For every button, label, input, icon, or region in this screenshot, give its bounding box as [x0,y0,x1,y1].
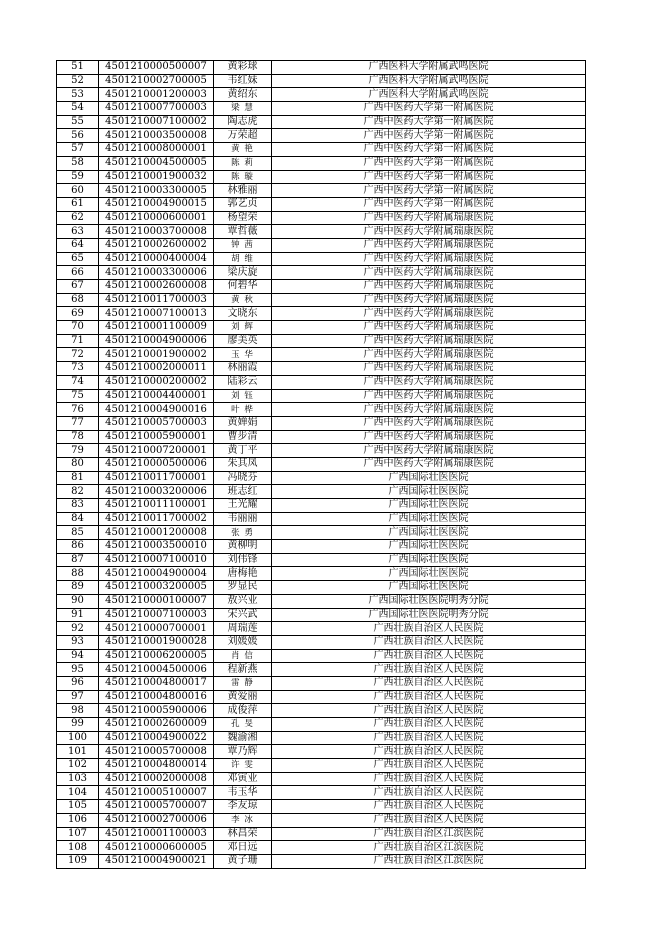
roster-table [56,60,586,869]
person-name-cell: 玉 华 [214,348,272,362]
row-number-cell: 92 [57,622,99,636]
person-name-cell: 成俊萍 [214,704,272,718]
row-number-cell: 86 [57,540,99,554]
table-row [57,88,586,102]
hospital-name-cell: 广西国际壮医医院 [272,553,586,567]
person-name-cell: 陶志虎 [214,115,272,129]
hospital-name-cell: 广西中医药大学附属瑞康医院 [272,444,586,458]
certificate-id-cell: 4501210000600005 [99,841,214,855]
certificate-id-cell: 4501210011700001 [99,471,214,485]
table-row [57,143,586,157]
hospital-name-cell: 广西壮族自治区人民医院 [272,690,586,704]
certificate-id-cell: 4501210003500010 [99,540,214,554]
certificate-id-cell: 4501210001100003 [99,827,214,841]
hospital-name-cell: 广西中医药大学第一附属医院 [272,184,586,198]
table-row [57,512,586,526]
person-name-cell: 黄 艳 [214,143,272,157]
table-row [57,813,586,827]
table-row [57,416,586,430]
certificate-id-cell: 4501210002600008 [99,280,214,294]
table-row [57,197,586,211]
hospital-name-cell: 广西中医药大学附属瑞康医院 [272,211,586,225]
certificate-id-cell: 4501210004900022 [99,731,214,745]
table-row [57,649,586,663]
certificate-id-cell: 4501210003200005 [99,581,214,595]
person-name-cell: 文晓东 [214,307,272,321]
table-row [57,403,586,417]
hospital-name-cell: 广西中医药大学附属瑞康医院 [272,457,586,471]
table-row [57,74,586,88]
person-name-cell: 王光耀 [214,499,272,513]
hospital-name-cell: 广西中医药大学附属瑞康医院 [272,416,586,430]
table-row [57,430,586,444]
certificate-id-cell: 4501210003200006 [99,485,214,499]
person-name-cell: 曹步清 [214,430,272,444]
hospital-name-cell: 广西国际壮医医院 [272,485,586,499]
person-name-cell: 何碧华 [214,280,272,294]
row-number-cell: 73 [57,362,99,376]
row-number-cell: 89 [57,581,99,595]
certificate-id-cell: 4501210004500005 [99,156,214,170]
row-number-cell: 66 [57,266,99,280]
table-row [57,608,586,622]
row-number-cell: 83 [57,499,99,513]
hospital-name-cell: 广西中医药大学附属瑞康医院 [272,252,586,266]
table-row [57,540,586,554]
hospital-name-cell: 广西壮族自治区人民医院 [272,718,586,732]
hospital-name-cell: 广西中医药大学附属瑞康医院 [272,321,586,335]
certificate-id-cell: 4501210000500006 [99,457,214,471]
row-number-cell: 90 [57,594,99,608]
table-row [57,362,586,376]
certificate-id-cell: 4501210001900002 [99,348,214,362]
hospital-name-cell: 广西中医药大学附属瑞康医院 [272,403,586,417]
row-number-cell: 77 [57,416,99,430]
table-row [57,115,586,129]
table-row [57,321,586,335]
certificate-id-cell: 4501210004800014 [99,759,214,773]
hospital-name-cell: 广西壮族自治区人民医院 [272,676,586,690]
roster-rows [57,61,586,869]
person-name-cell: 孔 旻 [214,718,272,732]
hospital-name-cell: 广西中医药大学第一附属医院 [272,129,586,143]
row-number-cell: 53 [57,88,99,102]
table-row [57,129,586,143]
hospital-name-cell: 广西中医药大学附属瑞康医院 [272,225,586,239]
hospital-name-cell: 广西壮族自治区人民医院 [272,813,586,827]
hospital-name-cell: 广西国际壮医医院明秀分院 [272,594,586,608]
hospital-name-cell: 广西中医药大学附属瑞康医院 [272,362,586,376]
hospital-name-cell: 广西壮族自治区江滨医院 [272,827,586,841]
certificate-id-cell: 4501210002600002 [99,238,214,252]
person-name-cell: 林雅丽 [214,184,272,198]
certificate-id-cell: 4501210000400004 [99,252,214,266]
hospital-name-cell: 广西中医药大学附属瑞康医院 [272,280,586,294]
table-row [57,102,586,116]
table-row [57,526,586,540]
hospital-name-cell: 广西中医药大学附属瑞康医院 [272,348,586,362]
person-name-cell: 李 冰 [214,813,272,827]
hospital-name-cell: 广西中医药大学第一附属医院 [272,170,586,184]
row-number-cell: 51 [57,61,99,75]
hospital-name-cell: 广西国际壮医医院 [272,471,586,485]
person-name-cell: 黄子珊 [214,854,272,868]
table-row [57,444,586,458]
hospital-name-cell: 广西医科大学附属武鸣医院 [272,61,586,75]
person-name-cell: 郭艺贞 [214,197,272,211]
table-row [57,266,586,280]
person-name-cell: 韦丽丽 [214,512,272,526]
certificate-id-cell: 4501210001900032 [99,170,214,184]
hospital-name-cell: 广西中医药大学附属瑞康医院 [272,266,586,280]
person-name-cell: 刘 钰 [214,389,272,403]
row-number-cell: 70 [57,321,99,335]
person-name-cell: 黄 秋 [214,293,272,307]
person-name-cell: 黄绍东 [214,88,272,102]
certificate-id-cell: 4501210001100009 [99,321,214,335]
certificate-id-cell: 4501210005700007 [99,800,214,814]
hospital-name-cell: 广西中医药大学第一附属医院 [272,102,586,116]
table-row [57,211,586,225]
table-row [57,594,586,608]
certificate-id-cell: 4501210002600009 [99,718,214,732]
person-name-cell: 刘伟锋 [214,553,272,567]
row-number-cell: 57 [57,143,99,157]
table-row [57,471,586,485]
table-row [57,676,586,690]
row-number-cell: 71 [57,334,99,348]
row-number-cell: 102 [57,759,99,773]
person-name-cell: 韦红妹 [214,74,272,88]
hospital-name-cell: 广西壮族自治区人民医院 [272,649,586,663]
person-name-cell: 雷 静 [214,676,272,690]
hospital-name-cell: 广西国际壮医医院明秀分院 [272,608,586,622]
row-number-cell: 103 [57,772,99,786]
table-row [57,800,586,814]
hospital-name-cell: 广西国际壮医医院 [272,567,586,581]
table-row [57,635,586,649]
certificate-id-cell: 4501210000600001 [99,211,214,225]
table-row [57,622,586,636]
table-row [57,156,586,170]
certificate-id-cell: 4501210011100001 [99,499,214,513]
table-row [57,485,586,499]
hospital-name-cell: 广西中医药大学第一附属医院 [272,156,586,170]
table-row [57,854,586,868]
person-name-cell: 黄婵娟 [214,416,272,430]
row-number-cell: 107 [57,827,99,841]
row-number-cell: 78 [57,430,99,444]
certificate-id-cell: 4501210003500008 [99,129,214,143]
certificate-id-cell: 4501210001900028 [99,635,214,649]
row-number-cell: 108 [57,841,99,855]
person-name-cell: 万荣超 [214,129,272,143]
row-number-cell: 88 [57,567,99,581]
certificate-id-cell: 4501210000200002 [99,375,214,389]
hospital-name-cell: 广西医科大学附属武鸣医院 [272,88,586,102]
person-name-cell: 邓寅业 [214,772,272,786]
row-number-cell: 96 [57,676,99,690]
row-number-cell: 68 [57,293,99,307]
hospital-name-cell: 广西国际壮医医院 [272,526,586,540]
certificate-id-cell: 4501210008000001 [99,143,214,157]
hospital-name-cell: 广西中医药大学附属瑞康医院 [272,293,586,307]
row-number-cell: 80 [57,457,99,471]
row-number-cell: 95 [57,663,99,677]
hospital-name-cell: 广西壮族自治区江滨医院 [272,841,586,855]
person-name-cell: 廖美英 [214,334,272,348]
row-number-cell: 91 [57,608,99,622]
certificate-id-cell: 4501210004500006 [99,663,214,677]
table-row [57,61,586,75]
row-number-cell: 74 [57,375,99,389]
certificate-id-cell: 4501210004800017 [99,676,214,690]
table-row [57,759,586,773]
certificate-id-cell: 4501210006200005 [99,649,214,663]
row-number-cell: 87 [57,553,99,567]
hospital-name-cell: 广西壮族自治区人民医院 [272,635,586,649]
row-number-cell: 52 [57,74,99,88]
row-number-cell: 69 [57,307,99,321]
table-row [57,348,586,362]
person-name-cell: 刘 辉 [214,321,272,335]
table-row [57,457,586,471]
certificate-id-cell: 4501210005100007 [99,786,214,800]
table-row [57,553,586,567]
hospital-name-cell: 广西壮族自治区人民医院 [272,622,586,636]
person-name-cell: 黄柳明 [214,540,272,554]
certificate-id-cell: 4501210000700001 [99,622,214,636]
person-name-cell: 梁 慧 [214,102,272,116]
row-number-cell: 106 [57,813,99,827]
hospital-name-cell: 广西中医药大学附属瑞康医院 [272,389,586,403]
table-row [57,389,586,403]
hospital-name-cell: 广西中医药大学第一附属医院 [272,143,586,157]
person-name-cell: 黄彩球 [214,61,272,75]
certificate-id-cell: 4501210003300006 [99,266,214,280]
row-number-cell: 76 [57,403,99,417]
person-name-cell: 许 雯 [214,759,272,773]
table-row [57,841,586,855]
table-row [57,786,586,800]
person-name-cell: 肖 信 [214,649,272,663]
table-row [57,745,586,759]
row-number-cell: 54 [57,102,99,116]
certificate-id-cell: 4501210004900015 [99,197,214,211]
person-name-cell: 杨望荣 [214,211,272,225]
row-number-cell: 63 [57,225,99,239]
hospital-name-cell: 广西壮族自治区人民医院 [272,759,586,773]
row-number-cell: 61 [57,197,99,211]
table-row [57,375,586,389]
row-number-cell: 60 [57,184,99,198]
hospital-name-cell: 广西中医药大学附属瑞康医院 [272,307,586,321]
row-number-cell: 79 [57,444,99,458]
row-number-cell: 75 [57,389,99,403]
certificate-id-cell: 4501210011700002 [99,512,214,526]
row-number-cell: 65 [57,252,99,266]
table-row [57,499,586,513]
certificate-id-cell: 4501210004900004 [99,567,214,581]
hospital-name-cell: 广西壮族自治区人民医院 [272,800,586,814]
hospital-name-cell: 广西中医药大学第一附属医院 [272,115,586,129]
table-row [57,718,586,732]
row-number-cell: 58 [57,156,99,170]
person-name-cell: 唐梅艳 [214,567,272,581]
hospital-name-cell: 广西壮族自治区人民医院 [272,731,586,745]
certificate-id-cell: 4501210002000011 [99,362,214,376]
person-name-cell: 张 勇 [214,526,272,540]
certificate-id-cell: 4501210004900016 [99,403,214,417]
row-number-cell: 104 [57,786,99,800]
table-row [57,293,586,307]
row-number-cell: 100 [57,731,99,745]
certificate-id-cell: 4501210002700005 [99,74,214,88]
table-row [57,704,586,718]
person-name-cell: 梁庆旋 [214,266,272,280]
certificate-id-cell: 4501210004900006 [99,334,214,348]
row-number-cell: 64 [57,238,99,252]
table-row [57,581,586,595]
row-number-cell: 72 [57,348,99,362]
certificate-id-cell: 4501210005900001 [99,430,214,444]
table-row [57,690,586,704]
row-number-cell: 56 [57,129,99,143]
person-name-cell: 覃乃辉 [214,745,272,759]
person-name-cell: 钟 茜 [214,238,272,252]
row-number-cell: 109 [57,854,99,868]
row-number-cell: 59 [57,170,99,184]
hospital-name-cell: 广西医科大学附属武鸣医院 [272,74,586,88]
row-number-cell: 99 [57,718,99,732]
person-name-cell: 陈 莉 [214,156,272,170]
row-number-cell: 98 [57,704,99,718]
table-row [57,170,586,184]
hospital-name-cell: 广西中医药大学第一附属医院 [272,197,586,211]
certificate-id-cell: 4501210003300005 [99,184,214,198]
table-row [57,663,586,677]
certificate-id-cell: 4501210007100003 [99,608,214,622]
certificate-id-cell: 4501210002700006 [99,813,214,827]
certificate-id-cell: 4501210001200003 [99,88,214,102]
certificate-id-cell: 4501210003700008 [99,225,214,239]
hospital-name-cell: 广西国际壮医医院 [272,512,586,526]
hospital-name-cell: 广西壮族自治区人民医院 [272,704,586,718]
row-number-cell: 67 [57,280,99,294]
certificate-id-cell: 4501210000100007 [99,594,214,608]
hospital-name-cell: 广西壮族自治区人民医院 [272,772,586,786]
person-name-cell: 陆彩云 [214,375,272,389]
certificate-id-cell: 4501210007100013 [99,307,214,321]
hospital-name-cell: 广西中医药大学附属瑞康医院 [272,375,586,389]
person-name-cell: 周瑞莲 [214,622,272,636]
row-number-cell: 94 [57,649,99,663]
person-name-cell: 冯晓芬 [214,471,272,485]
certificate-id-cell: 4501210005700003 [99,416,214,430]
hospital-name-cell: 广西国际壮医医院 [272,540,586,554]
hospital-name-cell: 广西国际壮医医院 [272,581,586,595]
hospital-name-cell: 广西壮族自治区江滨医院 [272,854,586,868]
row-number-cell: 105 [57,800,99,814]
row-number-cell: 62 [57,211,99,225]
row-number-cell: 97 [57,690,99,704]
certificate-id-cell: 4501210007200001 [99,444,214,458]
table-row [57,307,586,321]
table-row [57,772,586,786]
row-number-cell: 84 [57,512,99,526]
person-name-cell: 黄爱丽 [214,690,272,704]
certificate-id-cell: 4501210007100002 [99,115,214,129]
person-name-cell: 邓日远 [214,841,272,855]
row-number-cell: 82 [57,485,99,499]
hospital-name-cell: 广西中医药大学附属瑞康医院 [272,334,586,348]
certificate-id-cell: 4501210005700008 [99,745,214,759]
row-number-cell: 93 [57,635,99,649]
person-name-cell: 刘媛媛 [214,635,272,649]
table-row [57,827,586,841]
hospital-name-cell: 广西中医药大学附属瑞康医院 [272,430,586,444]
row-number-cell: 101 [57,745,99,759]
row-number-cell: 81 [57,471,99,485]
person-name-cell: 韦玉华 [214,786,272,800]
certificate-id-cell: 4501210007700003 [99,102,214,116]
certificate-id-cell: 4501210004800016 [99,690,214,704]
person-name-cell: 班志红 [214,485,272,499]
certificate-id-cell: 4501210011700003 [99,293,214,307]
person-name-cell: 罗显民 [214,581,272,595]
table-row [57,280,586,294]
certificate-id-cell: 4501210004400001 [99,389,214,403]
person-name-cell: 叶 桦 [214,403,272,417]
person-name-cell: 朱其凤 [214,457,272,471]
hospital-name-cell: 广西壮族自治区人民医院 [272,786,586,800]
person-name-cell: 程新燕 [214,663,272,677]
person-name-cell: 敖兴业 [214,594,272,608]
person-name-cell: 李友琼 [214,800,272,814]
hospital-name-cell: 广西国际壮医医院 [272,499,586,513]
table-row [57,567,586,581]
certificate-id-cell: 4501210005900006 [99,704,214,718]
certificate-id-cell: 4501210000500007 [99,61,214,75]
person-name-cell: 陈 璇 [214,170,272,184]
certificate-id-cell: 4501210001200008 [99,526,214,540]
person-name-cell: 魏渝湘 [214,731,272,745]
table-row [57,238,586,252]
table-row [57,334,586,348]
person-name-cell: 林丽霞 [214,362,272,376]
person-name-cell: 胡 维 [214,252,272,266]
person-name-cell: 黄丁平 [214,444,272,458]
hospital-name-cell: 广西壮族自治区人民医院 [272,745,586,759]
person-name-cell: 宋兴武 [214,608,272,622]
person-name-cell: 林昌荣 [214,827,272,841]
hospital-name-cell: 广西中医药大学附属瑞康医院 [272,238,586,252]
row-number-cell: 85 [57,526,99,540]
certificate-id-cell: 4501210007100010 [99,553,214,567]
table-row [57,731,586,745]
table-row [57,252,586,266]
certificate-id-cell: 4501210002000008 [99,772,214,786]
hospital-name-cell: 广西壮族自治区人民医院 [272,663,586,677]
row-number-cell: 55 [57,115,99,129]
person-name-cell: 覃哲薇 [214,225,272,239]
certificate-id-cell: 4501210004900021 [99,854,214,868]
table-row [57,184,586,198]
table-row [57,225,586,239]
